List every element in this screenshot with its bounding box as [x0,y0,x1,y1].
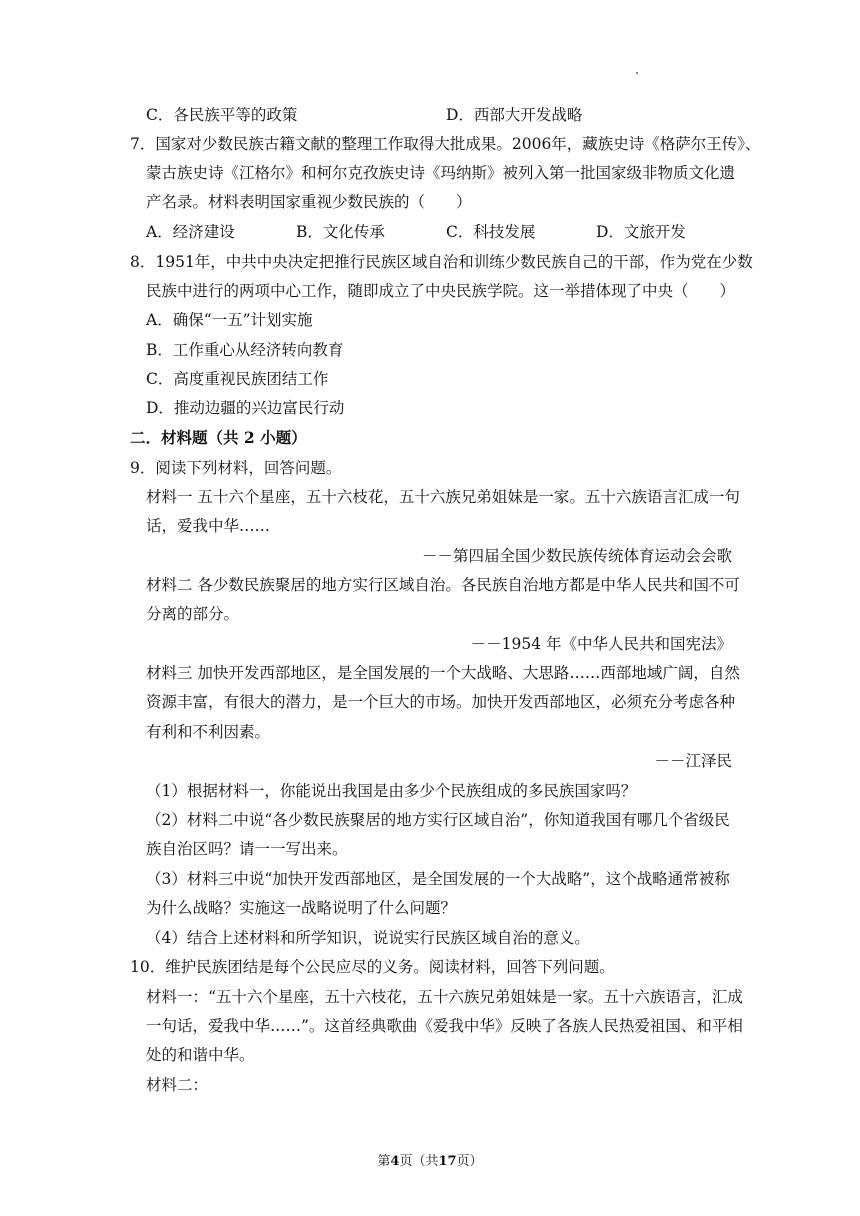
q9-material3-line1: 材料三 加快开发西部地区，是全国发展的一个大战略、大思路……西部地域广阔，自然 [146,664,740,682]
q9-material3-line2: 资源丰富，有很大的潜力，是一个巨大的市场。加快开发西部地区，必须充分考虑各种 [146,693,736,711]
q9-subquestion-2-line2: 族自治区吗？请一一写出来。 [146,840,348,858]
q9-material3-source: －－江泽民 [654,752,732,770]
q8-stem-line1: 8．1951年，中共中央决定把推行民族区域自治和训练少数民族自己的干部，作为党在少数 [130,253,753,271]
footer-page-number: 4 [390,1154,400,1169]
q10-material1-line1: 材料一：“五十六个星座，五十六枝花，五十六族兄弟姐妹是一家。五十六族语言，汇成 [146,988,743,1006]
q9-subquestion-3-line2: 为什么战略？实施这一战略说明了什么问题？ [146,899,457,917]
footer-suffix: 页） [456,1154,483,1169]
q8-option-b: B．工作重心从经济转向教育 [146,341,344,359]
q9-subquestion-4: （4）结合上述材料和所学知识，说说实行民族区域自治的意义。 [146,929,590,947]
q6-option-d: D．西部大开发战略 [446,106,583,124]
q9-material1-source: －－第四届全国少数民族传统体育运动会会歌 [421,547,732,565]
q7-option-c: C．科技发展 [446,223,536,241]
q7-stem-line1: 7．国家对少数民族古籍文献的整理工作取得大批成果。2006年，藏族史诗《格萨尔王传》、 [130,135,761,153]
stray-dot-mark [636,72,638,74]
q9-subquestion-1: （1）根据材料一，你能说出我国是由多少个民族组成的多民族国家吗？ [146,782,637,800]
q9-material1-line2: 话，爱我中华…… [146,517,271,535]
q9-material2-line2: 分离的部分。 [146,605,240,623]
q9-subquestion-2-line1: （2）材料二中说“各少数民族聚居的地方实行区域自治”，你知道我国有哪几个省级民 [146,811,730,829]
q10-material1-line2: 一句话，爱我中华……”。这首经典歌曲《爱我中华》反映了各族人民热爱祖国、和平相 [146,1017,743,1035]
q6-option-c: C．各民族平等的政策 [146,106,298,124]
footer-total-pages: 17 [438,1154,457,1169]
q8-option-d: D．推动边疆的兴边富民行动 [146,399,345,417]
page-footer [0,1150,860,1169]
q9-intro: 9．阅读下列材料，回答问题。 [130,459,342,477]
q10-material2-label: 材料二： [146,1076,209,1094]
q9-material2-source: －－1954 年《中华人民共和国宪法》 [470,635,732,653]
section-heading-material: 二．材料题（共 2 小题） [130,428,307,447]
q8-option-c: C．高度重视民族团结工作 [146,370,329,388]
q10-material1-line3: 处的和谐中华。 [146,1046,255,1064]
q9-material3-line3: 有利和不利因素。 [146,723,271,741]
q8-stem-line2: 民族中进行的两项中心工作，随即成立了中央民族学院。这一举措体现了中央（ ） [146,282,736,300]
footer-prefix: 第 [377,1154,391,1169]
q8-option-a: A．确保“一五”计划实施 [146,311,313,329]
footer-middle: 页（共 [399,1154,439,1169]
q7-option-b: B．文化传承 [296,223,385,241]
q7-stem-line3: 产名录。材料表明国家重视少数民族的（ ） [146,193,472,211]
q7-stem-line2: 蒙古族史诗《江格尔》和柯尔克孜族史诗《玛纳斯》被列入第一批国家级非物质文化遗 [146,164,736,182]
q9-subquestion-3-line1: （3）材料三中说“加快开发西部地区，是全国发展的一个大战略”，这个战略通常被称 [146,870,730,888]
q9-material1-line1: 材料一 五十六个星座，五十六枝花，五十六族兄弟姐妹是一家。五十六族语言汇成一句 [146,488,740,506]
q10-intro: 10．维护民族团结是每个公民应尽的义务。阅读材料，回答下列问题。 [130,958,615,976]
q9-material2-line1: 材料二 各少数民族聚居的地方实行区域自治。各民族自治地方都是中华人民共和国不可 [146,576,740,594]
q7-option-d: D．文旅开发 [596,223,686,241]
q7-option-a: A．经济建设 [146,223,235,241]
